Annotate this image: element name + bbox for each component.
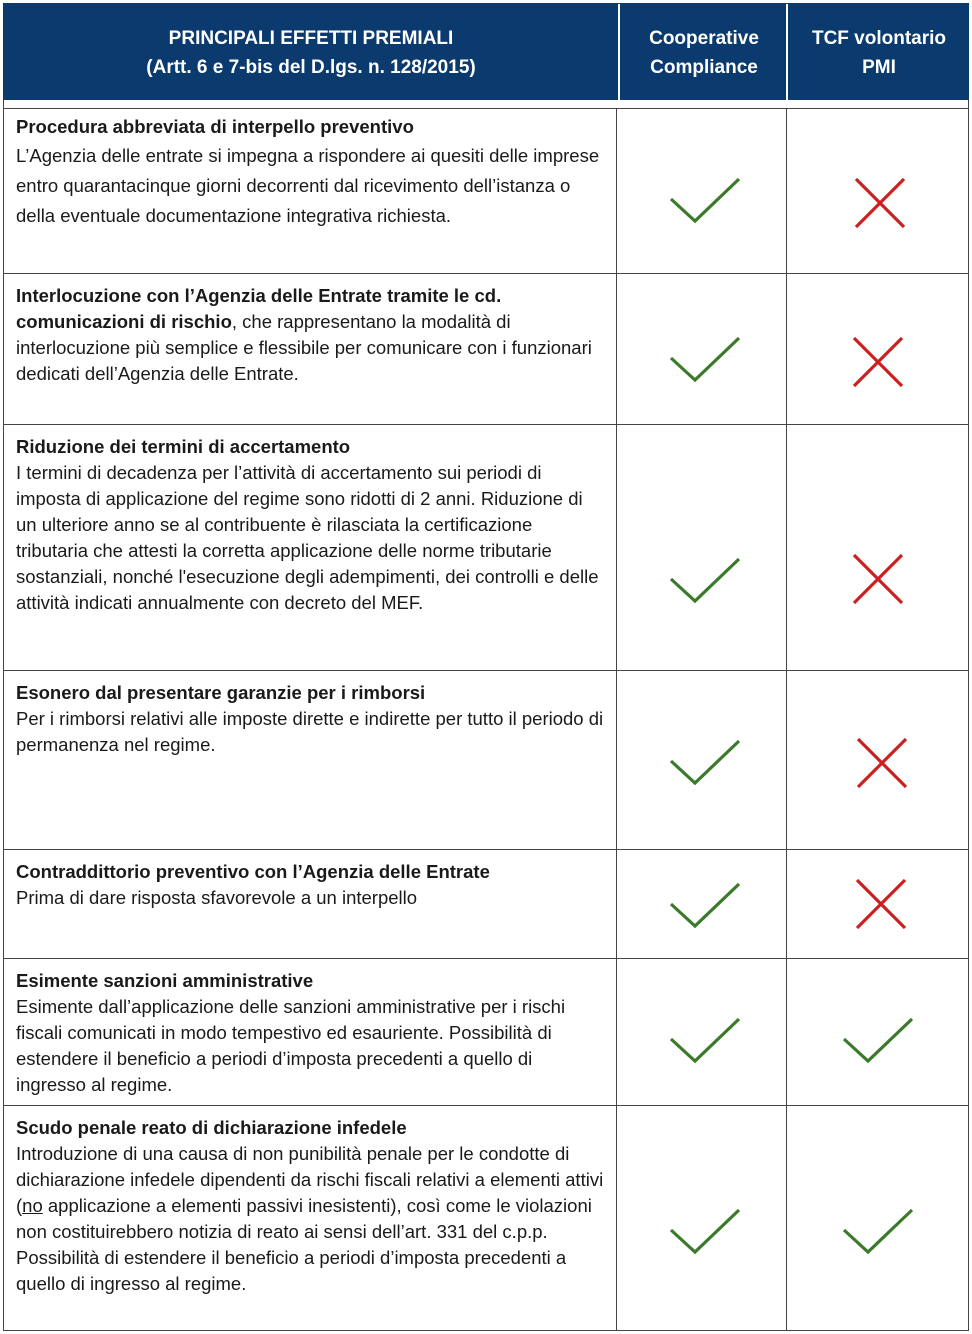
table-row — [3, 959, 969, 1106]
check-icon — [665, 171, 745, 227]
header-cooperative-column — [618, 4, 788, 101]
cooperative-cell — [617, 671, 787, 849]
row-description — [4, 274, 617, 424]
row-body: I termini di decadenza per l’attività di accertamento sui periodi di imposta di applicazione del regime sono ridotti di 2 anni. Riduzione di un ulteriore anno se al contribuente è rilasciata la certificazione tributaria che attesti la corretta applicazione delle norme tributarie sostanziali, nonché l'esecuzione degli adempimenti, dei controlli e delle attività indicati annualmente con decreto del MEF. — [16, 462, 599, 613]
table-row — [3, 108, 969, 274]
tcf-cell — [786, 850, 968, 958]
table-row — [3, 425, 969, 671]
row-body: Per i rimborsi relativi alle imposte dirette e indirette per tutto il periodo di permanenza nel regime. — [16, 708, 604, 755]
header-effects-title: PRINCIPALI EFFETTI PREMIALI — [168, 27, 454, 49]
cooperative-cell — [617, 959, 787, 1105]
cross-icon — [850, 173, 910, 233]
row-description — [4, 850, 617, 958]
check-icon — [665, 551, 745, 607]
header-effects-subtitle: (Artt. 6 e 7-bis del D.lgs. n. 128/2015) — [146, 56, 476, 78]
header-tcf-line2: PMI — [862, 56, 896, 78]
tcf-cell — [786, 1106, 968, 1330]
header-tcf-line1: TCF volontario — [811, 27, 947, 49]
row-description — [4, 959, 617, 1105]
row-description — [4, 425, 617, 670]
row-description — [4, 1106, 617, 1330]
cross-icon — [848, 549, 908, 609]
cross-icon — [851, 874, 911, 934]
check-icon — [665, 1202, 745, 1258]
header-tcf-column — [786, 4, 970, 101]
cooperative-cell — [617, 425, 787, 670]
table-row — [3, 274, 969, 425]
header-cooperative-line1: Cooperative — [649, 27, 759, 49]
row-body: , che rappresentano la modalità di interlocuzione più semplice e flessibile per comunicare con i funzionari dedicati dell’Agenzia delle Entrate. — [16, 311, 592, 384]
row-title: Interlocuzione con l’Agenzia delle Entrate tramite le cd. — [16, 285, 502, 306]
check-icon — [665, 733, 745, 789]
row-title: Contraddittorio preventivo con l’Agenzia delle Entrate — [16, 861, 490, 882]
row-title: Esonero dal presentare garanzie per i rimborsi — [16, 682, 426, 703]
check-icon — [665, 330, 745, 386]
row-body-cont: applicazione a elementi passivi inesistenti), così come le violazioni non costituirebbero notizia di reato ai sensi dell’art. 331 del c.p.p. Possibilità di estendere il beneficio a periodi d’imposta precedenti a quello di ingresso al regime. — [16, 1195, 592, 1294]
row-body: L’Agenzia delle entrate si impegna a rispondere ai quesiti delle imprese entro quarantacinque giorni decorrenti dal ricevimento dell’istanza o della eventuale documentazione integrativa richiesta. — [16, 145, 600, 226]
table-header — [3, 3, 969, 100]
row-title-cont: comunicazioni di rischio — [16, 311, 232, 332]
header-cooperative-line2: Compliance — [650, 56, 758, 78]
row-title: Esimente sanzioni amministrative — [16, 970, 314, 991]
cooperative-cell — [617, 1106, 787, 1330]
table-row — [3, 1106, 969, 1331]
header-spacer — [3, 100, 969, 108]
table-row — [3, 671, 969, 850]
row-description — [4, 109, 617, 273]
row-body: Esimente dall’applicazione delle sanzioni amministrative per i rischi fiscali comunicati in modo tempestivo ed esauriente. Possibilità di estendere il beneficio a periodi d’imposta precedenti a quello di ingresso al regime. — [16, 996, 566, 1095]
row-title: Procedura abbreviata di interpello preventivo — [16, 116, 414, 137]
check-icon — [665, 1011, 745, 1067]
cross-icon — [852, 733, 912, 793]
cooperative-cell — [617, 850, 787, 958]
row-body-underlined: no — [22, 1195, 43, 1216]
row-title: Riduzione dei termini di accertamento — [16, 436, 351, 457]
cross-icon — [848, 332, 908, 392]
tcf-cell — [786, 109, 968, 273]
row-body: Prima di dare risposta sfavorevole a un interpello — [16, 887, 418, 908]
header-effects-column — [4, 4, 618, 101]
check-icon — [665, 876, 745, 932]
row-title: Scudo penale reato di dichiarazione infedele — [16, 1117, 407, 1138]
check-icon — [838, 1202, 918, 1258]
row-body: Introduzione di una causa di non punibilità penale per le condotte di dichiarazione infedele dipendenti da rischi fiscali relativi a elementi attivi ( — [16, 1143, 604, 1216]
tcf-cell — [786, 959, 968, 1105]
table-row — [3, 850, 969, 959]
tcf-cell — [786, 671, 968, 849]
row-description — [4, 671, 617, 849]
cooperative-cell — [617, 274, 787, 424]
tcf-cell — [786, 274, 968, 424]
cooperative-cell — [617, 109, 787, 273]
tcf-cell — [786, 425, 968, 670]
check-icon — [838, 1011, 918, 1067]
